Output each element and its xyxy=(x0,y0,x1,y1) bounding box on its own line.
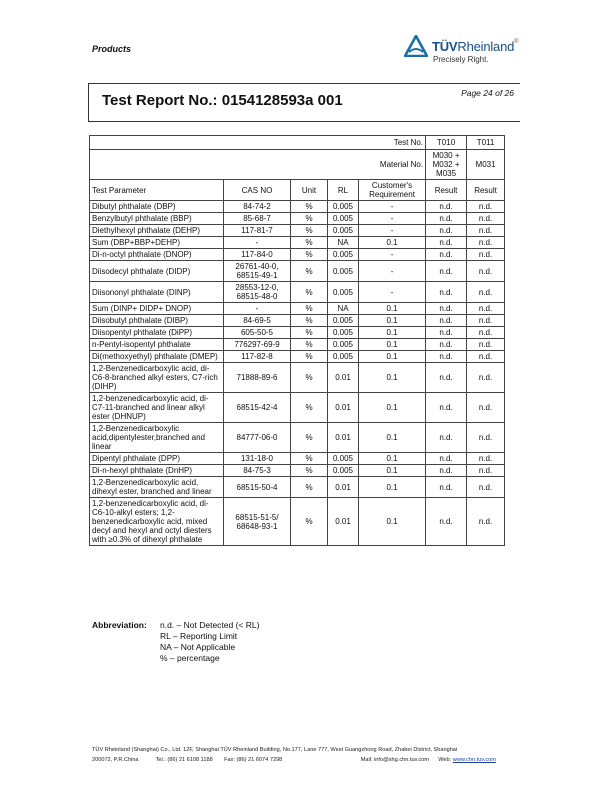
cell-customer-requirement: 0.1 xyxy=(359,315,426,327)
cell-result-t010: n.d. xyxy=(426,477,467,498)
cell-result-t011: n.d. xyxy=(467,477,505,498)
cell-unit: % xyxy=(291,237,328,249)
cell-customer-requirement: - xyxy=(359,201,426,213)
table-row xyxy=(90,465,505,477)
cell-unit: % xyxy=(291,282,328,303)
cell-cas-no: 117-84-0 xyxy=(224,249,291,261)
col-header-cas-no: CAS NO xyxy=(224,180,291,201)
table-row xyxy=(90,282,505,303)
cell-unit: % xyxy=(291,213,328,225)
material-no-row xyxy=(90,150,505,180)
cell-test-parameter: Dibutyl phthalate (DBP) xyxy=(90,201,224,213)
brand-tagline: Precisely Right. xyxy=(433,55,489,64)
cell-result-t011: n.d. xyxy=(467,453,505,465)
cell-customer-requirement: - xyxy=(359,249,426,261)
table-row xyxy=(90,498,505,546)
table-row xyxy=(90,201,505,213)
material-no-t011: M031 xyxy=(467,150,505,180)
tuv-logo xyxy=(404,35,524,69)
cell-cas-no: 117-81-7 xyxy=(224,225,291,237)
cell-test-parameter: Sum (DBP+BBP+DEHP) xyxy=(90,237,224,249)
cell-cas-no: 71888-89-6 xyxy=(224,363,291,393)
cell-unit: % xyxy=(291,249,328,261)
cell-result-t011: n.d. xyxy=(467,213,505,225)
cell-cas-no: 117-82-8 xyxy=(224,351,291,363)
tuv-triangle-icon xyxy=(404,35,428,57)
cell-cas-no: 68515-42-4 xyxy=(224,393,291,423)
cell-rl: 0.005 xyxy=(328,351,359,363)
cell-rl: 0.01 xyxy=(328,363,359,393)
cell-result-t011: n.d. xyxy=(467,282,505,303)
cell-result-t011: n.d. xyxy=(467,249,505,261)
cell-cas-no: 84-69-5 xyxy=(224,315,291,327)
cell-rl: 0.005 xyxy=(328,249,359,261)
abbreviation-item: n.d. – Not Detected (< RL) xyxy=(160,620,260,630)
cell-test-parameter: Di-n-octyl phthalate (DNOP) xyxy=(90,249,224,261)
cell-rl: 0.01 xyxy=(328,498,359,546)
cell-result-t010: n.d. xyxy=(426,303,467,315)
cell-rl: NA xyxy=(328,237,359,249)
cell-customer-requirement: 0.1 xyxy=(359,393,426,423)
table-row xyxy=(90,249,505,261)
table-row xyxy=(90,237,505,249)
cell-rl: NA xyxy=(328,303,359,315)
table-row xyxy=(90,327,505,339)
cell-result-t010: n.d. xyxy=(426,225,467,237)
cell-unit: % xyxy=(291,339,328,351)
cell-unit: % xyxy=(291,351,328,363)
cell-test-parameter: Diisopentyl phthalate (DiPP) xyxy=(90,327,224,339)
cell-cas-no: 85-68-7 xyxy=(224,213,291,225)
cell-customer-requirement: 0.1 xyxy=(359,339,426,351)
cell-rl: 0.01 xyxy=(328,393,359,423)
footer-web-link[interactable]: www.chn.tuv.com xyxy=(452,757,496,763)
cell-customer-requirement: - xyxy=(359,213,426,225)
cell-result-t010: n.d. xyxy=(426,249,467,261)
table-row xyxy=(90,315,505,327)
cell-cas-no: 84-75-3 xyxy=(224,465,291,477)
cell-test-parameter: Dipentyl phthalate (DPP) xyxy=(90,453,224,465)
abbreviation-item: % – percentage xyxy=(160,653,220,663)
cell-rl: 0.005 xyxy=(328,339,359,351)
cell-test-parameter: n-Pentyl-isopentyl phthalate xyxy=(90,339,224,351)
test-no-row xyxy=(90,136,505,150)
section-label: Products xyxy=(92,44,132,54)
cell-customer-requirement: 0.1 xyxy=(359,237,426,249)
cell-result-t010: n.d. xyxy=(426,282,467,303)
cell-cas-no: 776297-69-9 xyxy=(224,339,291,351)
cell-unit: % xyxy=(291,477,328,498)
cell-result-t011: n.d. xyxy=(467,393,505,423)
footer-contacts xyxy=(92,755,496,765)
col-header-test-parameter: Test Parameter xyxy=(90,180,224,201)
cell-unit: % xyxy=(291,453,328,465)
col-header-customer-requirement: Customer's Requirement xyxy=(359,180,426,201)
cell-result-t011: n.d. xyxy=(467,363,505,393)
cell-cas-no: - xyxy=(224,237,291,249)
cell-unit: % xyxy=(291,363,328,393)
cell-result-t010: n.d. xyxy=(426,213,467,225)
cell-unit: % xyxy=(291,315,328,327)
cell-unit: % xyxy=(291,327,328,339)
cell-cas-no: 605-50-5 xyxy=(224,327,291,339)
cell-customer-requirement: 0.1 xyxy=(359,453,426,465)
cell-unit: % xyxy=(291,393,328,423)
cell-cas-no: 28553-12-0, 68515-48-0 xyxy=(224,282,291,303)
cell-result-t010: n.d. xyxy=(426,261,467,282)
cell-customer-requirement: - xyxy=(359,225,426,237)
cell-cas-no: 84-74-2 xyxy=(224,201,291,213)
cell-result-t011: n.d. xyxy=(467,327,505,339)
cell-test-parameter: 1,2-benzenedicarboxylic acid, di-C7-11-branched and linear alkyl ester (DHNUP) xyxy=(90,393,224,423)
cell-customer-requirement: 0.1 xyxy=(359,465,426,477)
footer-address: TÜV Rheinland (Shanghai) Co., Ltd. 12F, Shanghai TÜV Rheinland Building, No.177, Lane 777, West Guangzhong Road, Zhabei District, Shanghai xyxy=(92,747,458,753)
cell-test-parameter: Di(methoxyethyl) phthalate (DMEP) xyxy=(90,351,224,363)
material-no-label: Material No. xyxy=(90,150,426,180)
footer-web-label: Web: xyxy=(438,757,452,763)
cell-cas-no: - xyxy=(224,303,291,315)
cell-test-parameter: 1,2-Benzenedicarboxylic acid, dihexyl ester, branched and linear xyxy=(90,477,224,498)
column-header-row xyxy=(90,180,505,201)
table-row xyxy=(90,423,505,453)
table-row xyxy=(90,477,505,498)
footer-fax: Fax: (86) 21 6074 7298 xyxy=(224,757,283,763)
cell-unit: % xyxy=(291,465,328,477)
test-no-label: Test No. xyxy=(90,136,426,150)
cell-unit: % xyxy=(291,225,328,237)
abbreviation-item: NA – Not Applicable xyxy=(160,642,236,652)
test-no-t010: T010 xyxy=(426,136,467,150)
cell-result-t010: n.d. xyxy=(426,393,467,423)
cell-customer-requirement: 0.1 xyxy=(359,363,426,393)
cell-result-t010: n.d. xyxy=(426,423,467,453)
material-line: M032 + xyxy=(432,160,460,169)
cell-customer-requirement: 0.1 xyxy=(359,327,426,339)
cell-rl: 0.005 xyxy=(328,225,359,237)
col-header-unit: Unit xyxy=(291,180,328,201)
cell-rl: 0.005 xyxy=(328,261,359,282)
cell-customer-requirement: 0.1 xyxy=(359,351,426,363)
table-row xyxy=(90,453,505,465)
cell-test-parameter: Diisononyl phthalate (DINP) xyxy=(90,282,224,303)
abbreviation-list xyxy=(160,620,259,664)
cell-result-t011: n.d. xyxy=(467,498,505,546)
cell-customer-requirement: - xyxy=(359,261,426,282)
table-row xyxy=(90,225,505,237)
cell-cas-no: 26761-40-0, 68515-49-1 xyxy=(224,261,291,282)
cell-test-parameter: Sum (DINP+ DIDP+ DNOP) xyxy=(90,303,224,315)
cell-result-t010: n.d. xyxy=(426,498,467,546)
footer-postcode: 200072, P.R.China xyxy=(92,757,139,763)
footer-tel: Tel.: (86) 21 6108 1188 xyxy=(155,757,213,763)
cell-rl: 0.005 xyxy=(328,201,359,213)
cell-result-t010: n.d. xyxy=(426,237,467,249)
cell-result-t010: n.d. xyxy=(426,201,467,213)
cell-customer-requirement: 0.1 xyxy=(359,498,426,546)
cell-result-t010: n.d. xyxy=(426,315,467,327)
cell-rl: 0.005 xyxy=(328,453,359,465)
page-footer xyxy=(92,745,496,765)
test-no-t011: T011 xyxy=(467,136,505,150)
cell-rl: 0.005 xyxy=(328,327,359,339)
cell-customer-requirement: - xyxy=(359,282,426,303)
cell-cas-no: 68515-51-5/ 68648-93-1 xyxy=(224,498,291,546)
material-no-t010 xyxy=(426,150,467,180)
report-header-box xyxy=(88,83,520,122)
cell-unit: % xyxy=(291,498,328,546)
cell-result-t011: n.d. xyxy=(467,225,505,237)
cell-cas-no: 84777-06-0 xyxy=(224,423,291,453)
cell-result-t011: n.d. xyxy=(467,261,505,282)
cell-result-t011: n.d. xyxy=(467,339,505,351)
brand-name: TÜVRheinland® xyxy=(432,39,519,54)
page-indicator: Page 24 of 26 xyxy=(461,88,514,98)
cell-test-parameter: 1,2-benzenedicarboxylic acid, di-C6-10-alkyl esters; 1,2-benzenedicarboxylic acid, mixed decyl and hexyl and octyl diesters with ≥0.3% of dihexyl phthalate xyxy=(90,498,224,546)
cell-result-t010: n.d. xyxy=(426,351,467,363)
cell-result-t011: n.d. xyxy=(467,423,505,453)
col-header-result-t010: Result xyxy=(426,180,467,201)
cell-unit: % xyxy=(291,201,328,213)
table-row xyxy=(90,351,505,363)
cell-result-t010: n.d. xyxy=(426,363,467,393)
col-header-result-t011: Result xyxy=(467,180,505,201)
cell-result-t011: n.d. xyxy=(467,237,505,249)
cell-result-t011: n.d. xyxy=(467,303,505,315)
cell-rl: 0.01 xyxy=(328,477,359,498)
cell-result-t011: n.d. xyxy=(467,315,505,327)
cell-result-t011: n.d. xyxy=(467,351,505,363)
cell-cas-no: 68515-50-4 xyxy=(224,477,291,498)
cell-result-t010: n.d. xyxy=(426,465,467,477)
cell-test-parameter: 1,2-Benzenedicarboxylic acid,dipentylester,branched and linear xyxy=(90,423,224,453)
table-row xyxy=(90,393,505,423)
cell-result-t010: n.d. xyxy=(426,339,467,351)
cell-rl: 0.01 xyxy=(328,423,359,453)
cell-test-parameter: Benzylbutyl phthalate (BBP) xyxy=(90,213,224,225)
material-line: M030 + xyxy=(432,151,460,160)
abbreviation-item: RL – Reporting Limit xyxy=(160,631,238,641)
cell-result-t011: n.d. xyxy=(467,465,505,477)
footer-mail: Mail: info@shg.chn.tuv.com xyxy=(360,757,430,763)
table-row xyxy=(90,261,505,282)
cell-test-parameter: Di-n-hexyl phthalate (DnHP) xyxy=(90,465,224,477)
table-row xyxy=(90,303,505,315)
cell-result-t010: n.d. xyxy=(426,453,467,465)
cell-test-parameter: Diisodecyl phthalate (DIDP) xyxy=(90,261,224,282)
cell-result-t011: n.d. xyxy=(467,201,505,213)
material-line: M035 xyxy=(436,169,457,178)
cell-rl: 0.005 xyxy=(328,282,359,303)
report-title: Test Report No.: 0154128593a 001 xyxy=(102,92,343,109)
table-row xyxy=(90,213,505,225)
results-table xyxy=(89,135,505,546)
cell-unit: % xyxy=(291,423,328,453)
cell-test-parameter: 1,2-Benzenedicarboxylic acid, di-C6-8-branched alkyl esters, C7-rich (DIHP) xyxy=(90,363,224,393)
cell-cas-no: 131-18-0 xyxy=(224,453,291,465)
cell-customer-requirement: 0.1 xyxy=(359,423,426,453)
cell-customer-requirement: 0.1 xyxy=(359,477,426,498)
cell-rl: 0.005 xyxy=(328,213,359,225)
cell-test-parameter: Diisobutyl phthalate (DIBP) xyxy=(90,315,224,327)
cell-result-t010: n.d. xyxy=(426,327,467,339)
col-header-rl: RL xyxy=(328,180,359,201)
cell-unit: % xyxy=(291,261,328,282)
table-row xyxy=(90,339,505,351)
cell-customer-requirement: 0.1 xyxy=(359,303,426,315)
cell-unit: % xyxy=(291,303,328,315)
cell-rl: 0.005 xyxy=(328,315,359,327)
table-row xyxy=(90,363,505,393)
cell-test-parameter: Diethylhexyl phthalate (DEHP) xyxy=(90,225,224,237)
cell-rl: 0.005 xyxy=(328,465,359,477)
abbreviation-label: Abbreviation: xyxy=(92,620,147,630)
